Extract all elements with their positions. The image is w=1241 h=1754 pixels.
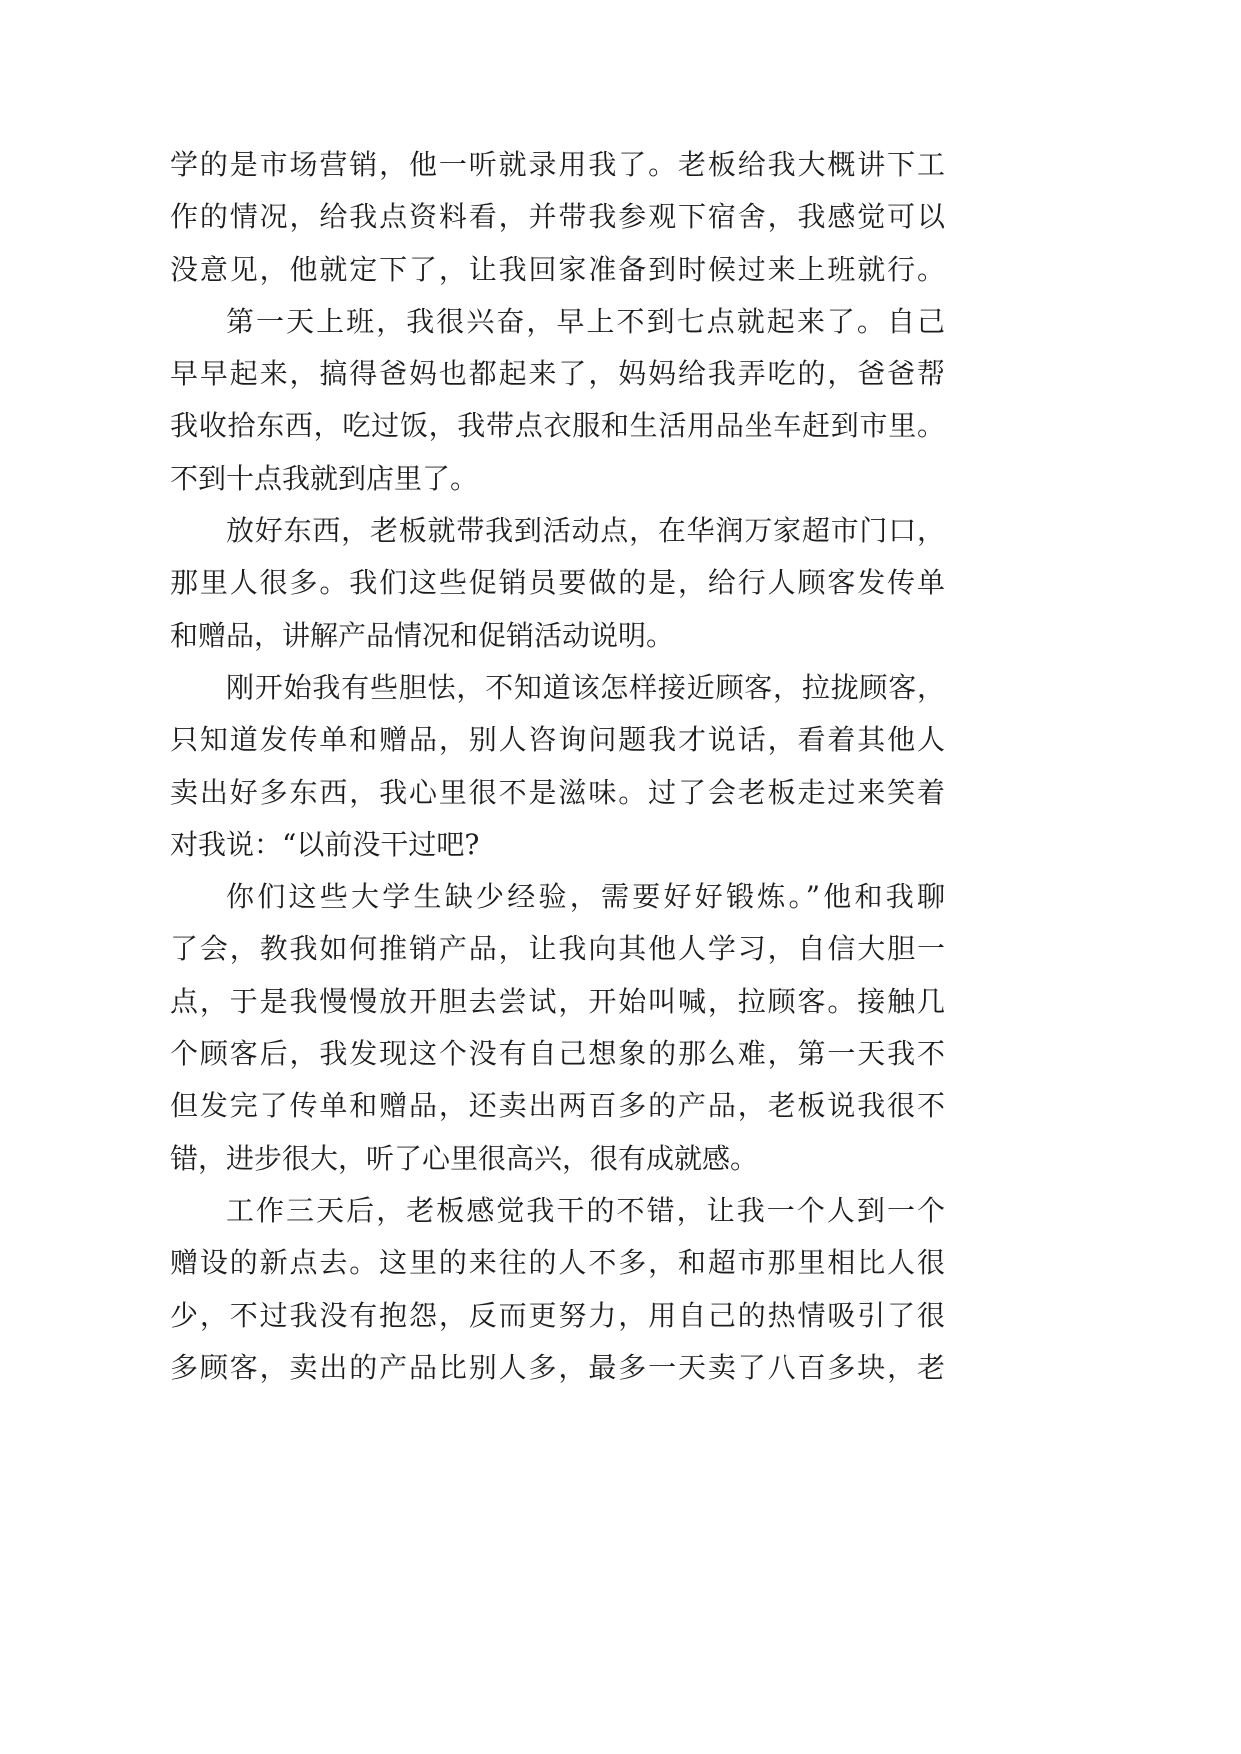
text-line: 早早起来，搞得爸妈也都起来了，妈妈给我弄吃的，爸爸帮 — [170, 357, 945, 391]
text-line: 放好东西，老板就带我到活动点，在华润万家超市门口， — [226, 514, 945, 548]
text-line: 第一天上班，我很兴奋，早上不到七点就起来了。自己 — [226, 304, 945, 338]
text-line: 你们这些大学生缺少经验，需要好好锻炼。”他和我聊 — [226, 880, 945, 914]
text-line: 个顾客后，我发现这个没有自己想象的那么难，第一天我不 — [170, 1037, 945, 1071]
text-line: 刚开始我有些胆怯，不知道该怎样接近顾客，拉拢顾客， — [226, 670, 945, 704]
text-line: 对我说：“以前没干过吧? — [170, 827, 480, 861]
text-line: 只知道发传单和赠品，别人咨询问题我才说话，看着其他人 — [170, 723, 945, 757]
text-line: 错，进步很大，听了心里很高兴，很有成就感。 — [170, 1141, 759, 1175]
text-line: 学的是市场营销，他一听就录用我了。老板给我大概讲下工 — [170, 148, 945, 181]
paragraph — [170, 505, 945, 662]
text-line: 工作三天后，老板感觉我干的不错，让我一个人到一个 — [226, 1193, 945, 1227]
text-line: 了会，教我如何推销产品，让我向其他人学习，自信大胆一 — [170, 932, 945, 966]
text-line: 作的情况，给我点资料看，并带我参观下宿舍，我感觉可以 — [170, 200, 945, 234]
text-line: 多顾客，卖出的产品比别人多，最多一天卖了八百多块，老 — [170, 1350, 945, 1384]
paragraph — [170, 1185, 945, 1394]
text-line: 我收拾东西，吃过饭，我带点衣服和生活用品坐车赶到市里。 — [170, 409, 945, 443]
text-line: 少，不过我没有抱怨，反而更努力，用自己的热情吸引了很 — [170, 1298, 945, 1332]
body-text — [170, 139, 945, 1394]
text-line: 赠设的新点去。这里的来往的人不多，和超市那里相比人很 — [170, 1246, 945, 1280]
paragraph — [170, 296, 945, 505]
paragraph — [170, 139, 945, 296]
text-line: 那里人很多。我们这些促销员要做的是，给行人顾客发传单 — [170, 566, 945, 600]
text-line: 但发完了传单和赠品，还卖出两百多的产品，老板说我很不 — [170, 1089, 945, 1123]
text-line: 卖出好多东西，我心里很不是滋味。过了会老板走过来笑着 — [170, 775, 945, 809]
paragraph — [170, 662, 945, 871]
text-line: 不到十点我就到店里了。 — [170, 461, 479, 495]
text-line: 和赠品，讲解产品情况和促销活动说明。 — [170, 618, 675, 652]
paragraph — [170, 871, 945, 1185]
text-line: 点，于是我慢慢放开胆去尝试，开始叫喊，拉顾客。接触几 — [170, 984, 945, 1018]
text-line: 没意见，他就定下了，让我回家准备到时候过来上班就行。 — [170, 252, 945, 286]
